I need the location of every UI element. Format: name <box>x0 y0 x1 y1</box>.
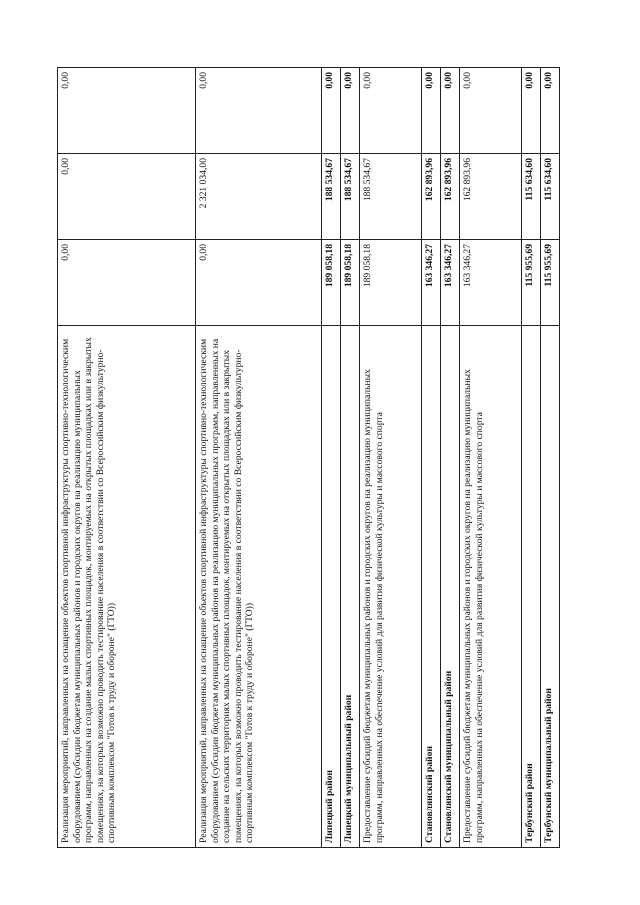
row-value-2: 162 893,96 <box>422 154 441 240</box>
row-value-2: 162 893,96 <box>441 154 460 240</box>
row-value-2: 2 321 034,00 <box>196 154 322 240</box>
row-value-3: 0,00 <box>541 68 560 154</box>
table-row <box>341 68 360 848</box>
row-value-1: 163 346,27 <box>422 240 441 326</box>
row-description: Становлянский район <box>422 326 441 848</box>
row-value-2: 0,00 <box>58 154 196 240</box>
row-value-3: 0,00 <box>441 68 460 154</box>
row-value-3: 0,00 <box>422 68 441 154</box>
row-value-3: 0,00 <box>322 68 341 154</box>
row-description: Реализация мероприятий, направленных на оснащение объектов спортивной инфраструктуры спортивно-технологическим оборудованием (субсидии бюджетам муниципальных районов и городских округов на реализацию муниципальных программ, направленных на создание малых спортивных площадок, монтируемых на открытых площадках или в закрытых помещениях, на которых возможно проводить тестирование населения в соответствии со Всероссийским физкультурно-спортивным комплексом "Готов к труду и обороне" (ГТО)) <box>58 326 196 848</box>
row-description: Предоставление субсидий бюджетам муниципальных районов и городских округов на реализацию муниципальных программ, направленных на обеспечение условий для развития физической культуры и массового спорта <box>360 326 422 848</box>
row-value-1: 0,00 <box>58 240 196 326</box>
row-value-3: 0,00 <box>58 68 196 154</box>
table-row <box>360 68 422 848</box>
row-description: Тербунский район <box>522 326 541 848</box>
row-value-1: 0,00 <box>196 240 322 326</box>
row-value-2: 115 634,60 <box>541 154 560 240</box>
row-value-2: 188 534,67 <box>341 154 360 240</box>
row-value-3: 0,00 <box>460 68 522 154</box>
table-row <box>441 68 460 848</box>
table-row <box>460 68 522 848</box>
table-row <box>196 68 322 848</box>
row-value-1: 189 058,18 <box>360 240 422 326</box>
row-value-1: 115 955,69 <box>541 240 560 326</box>
row-description: Реализация мероприятий, направленных на оснащение объектов спортивной инфраструктуры спортивно-технологическим оборудованием (субсидии бюджетам муниципальных районов на реализацию муниципальных программ, направленных на создание на сельских территориях малых спортивных площадок, монтируемых на открытых площадках или в закрытых помещениях, на которых возможно проводить тестирование населения в соответствии со Всероссийским физкультурно-спортивным комплексом "Готов к труду и обороне" (ГТО)) <box>196 326 322 848</box>
budget-table <box>57 67 560 848</box>
table-row <box>522 68 541 848</box>
table-row <box>58 68 196 848</box>
row-description: Становлянский муниципальный район <box>441 326 460 848</box>
row-value-2: 188 534,67 <box>360 154 422 240</box>
row-description: Предоставление субсидий бюджетам муниципальных районов и городских округов на реализацию муниципальных программ, направленных на обеспечение условий для развития физической культуры и массового спорта <box>460 326 522 848</box>
row-value-2: 162 893,96 <box>460 154 522 240</box>
row-value-3: 0,00 <box>341 68 360 154</box>
row-description: Тербунский муниципальный район <box>541 326 560 848</box>
row-value-2: 115 634,60 <box>522 154 541 240</box>
table-row <box>541 68 560 848</box>
row-value-1: 163 346,27 <box>460 240 522 326</box>
row-value-1: 189 058,18 <box>322 240 341 326</box>
row-description: Липецкий муниципальный район <box>341 326 360 848</box>
row-value-3: 0,00 <box>360 68 422 154</box>
rotated-table-container <box>57 68 554 848</box>
row-value-3: 0,00 <box>196 68 322 154</box>
table-row <box>322 68 341 848</box>
row-value-1: 115 955,69 <box>522 240 541 326</box>
row-value-1: 189 058,18 <box>341 240 360 326</box>
row-value-1: 163 346,27 <box>441 240 460 326</box>
row-value-2: 188 534,67 <box>322 154 341 240</box>
row-value-3: 0,00 <box>522 68 541 154</box>
row-description: Липецкий район <box>322 326 341 848</box>
table-row <box>422 68 441 848</box>
